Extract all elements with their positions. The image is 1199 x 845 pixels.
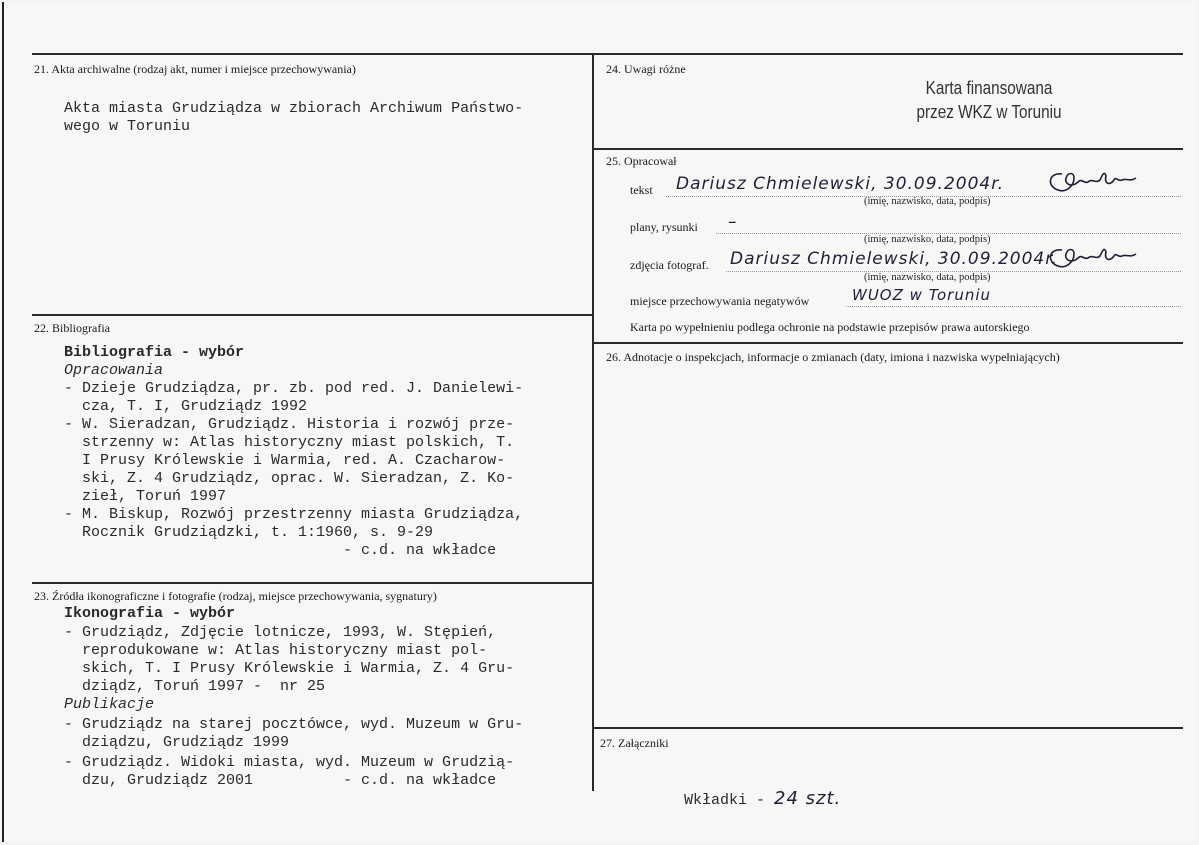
box22-subheading: Opracowania — [64, 362, 164, 379]
center-divider — [592, 53, 594, 791]
box23-subheading: Publikacje — [64, 696, 155, 713]
box22-line: - W. Sieradzan, Grudziądz. Historia i rozwój prze- — [64, 416, 515, 433]
signature-2 — [1044, 242, 1144, 272]
box23-line: - Grudziądz. Widoki miasta, wyd. Muzeum w Grudzią- — [64, 754, 515, 771]
record-card — [2, 2, 1197, 842]
box23-line: reprodukowane w: Atlas historyczny miast pol- — [64, 642, 488, 659]
plany-label: plany, rysunki — [630, 220, 698, 234]
rule-26-27 — [594, 727, 1183, 729]
box24-label: 24. Uwagi różne — [606, 62, 686, 76]
tekst-value: Dariusz Chmielewski, 30.09.2004r. — [676, 174, 1005, 194]
top-rule — [32, 53, 1183, 55]
tekst-label: tekst — [630, 183, 653, 197]
box22-line: - Dzieje Grudziądza, pr. zb. pod red. J. Danielewi- — [64, 380, 524, 397]
box22-line: cza, T. I, Grudziądz 1992 — [64, 398, 308, 415]
tekst-hint: (imię, nazwisko, data, podpis) — [864, 196, 991, 207]
box23-line: dziądz, Toruń 1997 - nr 25 — [64, 678, 326, 695]
box22-label: 22. Bibliografia — [34, 321, 110, 335]
box22-line: strzenny w: Atlas historyczny miast polskich, T. — [64, 434, 515, 451]
stamp-line-1: Karta finansowana — [925, 78, 1053, 98]
box22-line: zieł, Toruń 1997 — [64, 488, 227, 505]
miejsce-label: miejsce przechowywania negatywów — [630, 294, 810, 308]
box23-heading: Ikonografia - wybór — [64, 605, 236, 622]
box22-continued: - c.d. na wkładce — [64, 542, 497, 559]
box27-label: 27. Załączniki — [600, 736, 669, 750]
box27-value-prefix: Wkładki - — [684, 792, 775, 809]
box22-heading: Bibliografia - wybór — [64, 344, 245, 361]
miejsce-value: WUOZ w Toruniu — [852, 286, 992, 304]
box21-line-2: wego w Toruniu — [64, 118, 191, 135]
box23-line: dziądzu, Grudziądz 1999 — [64, 734, 290, 751]
box25-label: 25. Opracował — [606, 154, 677, 168]
zdjecia-hint: (imię, nazwisko, data, podpis) — [864, 272, 991, 283]
box23-line: dzu, Grudziądz 2001 - c.d. na wkładce — [64, 772, 497, 789]
funding-stamp — [900, 76, 1079, 124]
rule-24-25 — [594, 148, 1183, 150]
signature-1 — [1044, 166, 1144, 196]
copyright-note: Karta po wypełnieniu podlega ochronie na podstawie przepisów prawa autorskiego — [630, 320, 1030, 334]
box22-line: Rocznik Grudziądzki, t. 1:1960, s. 9-29 — [64, 524, 434, 541]
miejsce-line — [846, 306, 1181, 307]
zdjecia-label: zdjęcia fotograf. — [630, 258, 709, 272]
plany-value: – — [728, 212, 738, 232]
box21-label: 21. Akta archiwalne (rodzaj akt, numer i miejsce przechowywania) — [34, 62, 356, 76]
zdjecia-value: Dariusz Chmielewski, 30.09.2004r. — [730, 249, 1059, 269]
box23-label: 23. Źródła ikonograficzne i fotografie (rodzaj, miejsce przechowywania, sygnatury) — [34, 589, 437, 603]
rule-21-22 — [32, 314, 592, 316]
box23-line: skich, T. I Prusy Królewskie i Warmia, Z. 4 Gru- — [64, 660, 515, 677]
stamp-line-2: przez WKZ w Toruniu — [916, 102, 1062, 122]
box22-line: - M. Biskup, Rozwój przestrzenny miasta Grudziądza, — [64, 506, 524, 523]
box27-value — [648, 772, 841, 828]
box22-line: I Prusy Królewskie i Warmia, red. A. Czacharow- — [64, 452, 506, 469]
plany-hint: (imię, nazwisko, data, podpis) — [864, 234, 991, 245]
rule-25-26 — [594, 342, 1183, 344]
rule-22-23 — [32, 582, 592, 584]
box26-label: 26. Adnotacje o inspekcjach, informacje o zmianach (daty, imiona i nazwiska wypełniających) — [606, 350, 1060, 364]
box27-value-hand: 24 szt. — [774, 788, 842, 809]
box23-line: - Grudziądz na starej pocztówce, wyd. Muzeum w Gru- — [64, 716, 524, 733]
box22-line: ski, Z. 4 Grudziądz, oprac. W. Sieradzan, Z. Ko- — [64, 470, 515, 487]
box23-line: - Grudziądz, Zdjęcie lotnicze, 1993, W. Stępień, — [64, 624, 497, 641]
box21-line-1: Akta miasta Grudziądza w zbiorach Archiwum Państwo- — [64, 100, 524, 117]
